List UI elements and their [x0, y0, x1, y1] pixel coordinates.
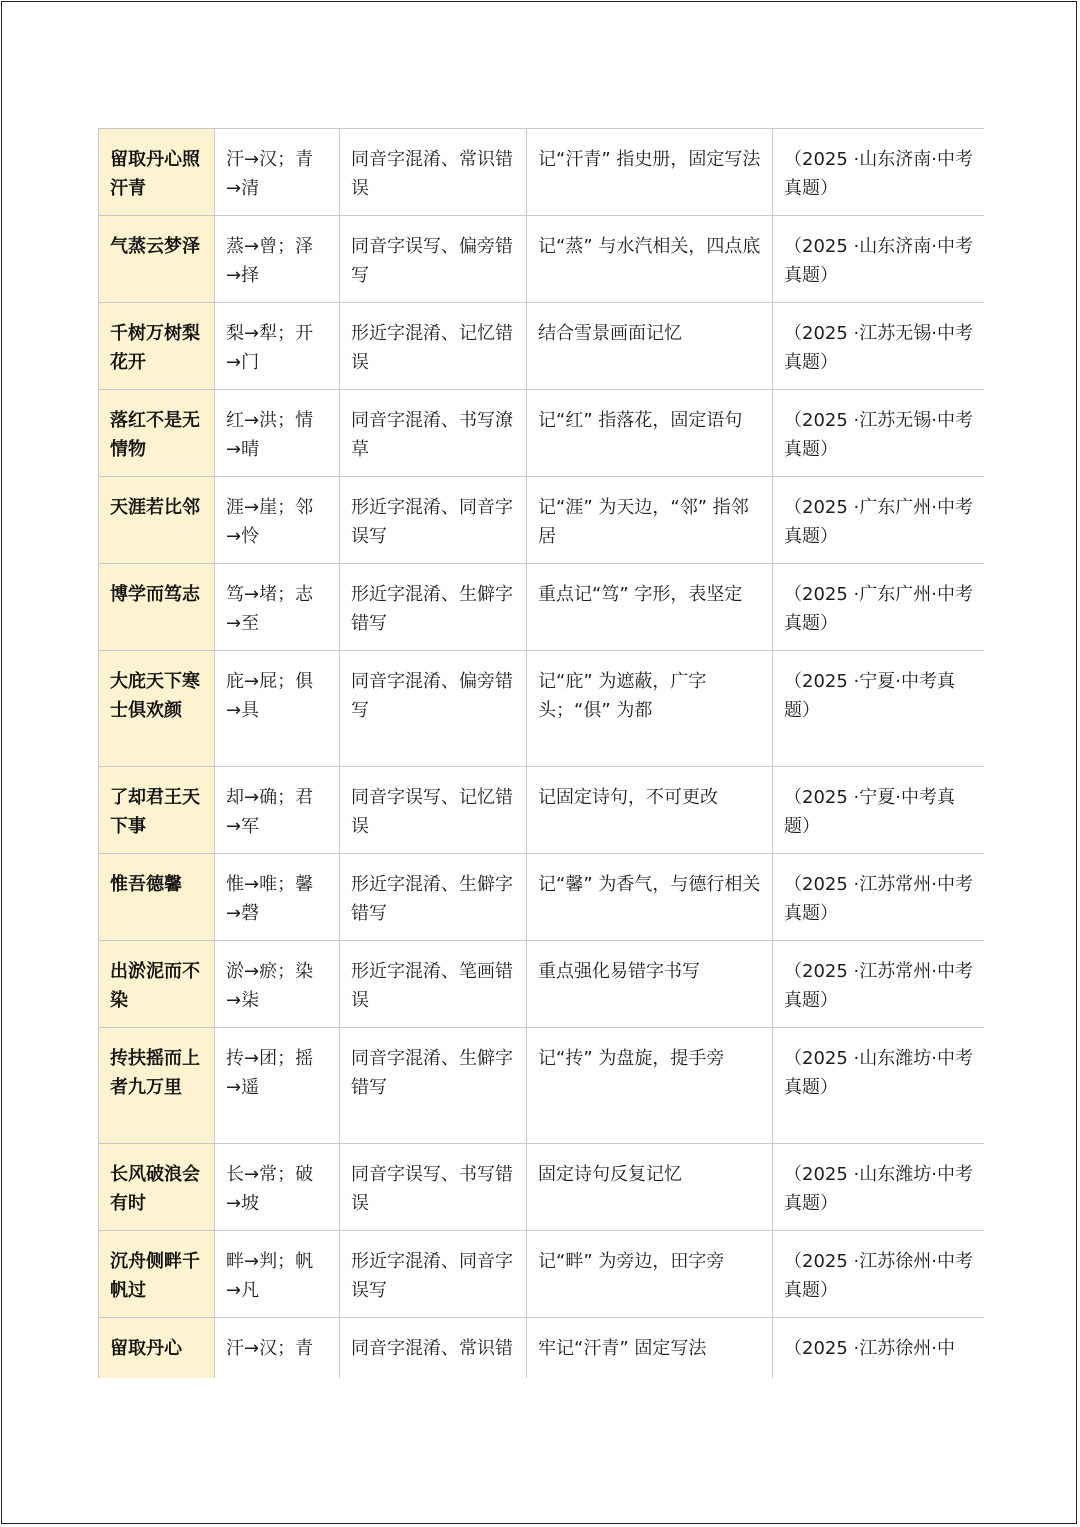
source-cell: （2025 ·山东潍坊·中考真题）	[773, 1028, 985, 1144]
memory-tip-cell: 记“馨” 为香气，与德行相关	[527, 854, 773, 941]
poem-cell: 千树万树梨花开	[99, 303, 215, 390]
memory-tip-cell: 记固定诗句，不可更改	[527, 767, 773, 854]
error-cell: 汗→汉；青→清	[215, 129, 340, 216]
table-row	[99, 1318, 985, 1379]
memory-tip-cell: 记“庇” 为遮蔽，广字头；“俱” 为都	[527, 651, 773, 767]
memory-tip-cell: 结合雪景画面记忆	[527, 303, 773, 390]
error-type-cell: 同音字误写、记忆错误	[340, 767, 527, 854]
table-container	[98, 128, 984, 1378]
table-row	[99, 941, 985, 1028]
poem-cell: 天涯若比邻	[99, 477, 215, 564]
error-type-cell: 形近字混淆、生僻字错写	[340, 854, 527, 941]
error-type-cell: 形近字混淆、笔画错误	[340, 941, 527, 1028]
poem-cell: 留取丹心	[99, 1318, 215, 1379]
source-cell: （2025 ·宁夏·中考真题）	[773, 651, 985, 767]
memory-tip-cell: 固定诗句反复记忆	[527, 1144, 773, 1231]
memory-tip-cell: 重点记“笃” 字形，表坚定	[527, 564, 773, 651]
poem-cell: 惟吾德馨	[99, 854, 215, 941]
error-cell: 抟→团；摇→遥	[215, 1028, 340, 1144]
source-cell: （2025 ·山东潍坊·中考真题）	[773, 1144, 985, 1231]
poem-cell: 留取丹心照汗青	[99, 129, 215, 216]
source-cell: （2025 ·山东济南·中考真题）	[773, 129, 985, 216]
source-cell: （2025 ·广东广州·中考真题）	[773, 564, 985, 651]
poem-cell: 博学而笃志	[99, 564, 215, 651]
error-cell: 庇→屁；俱→具	[215, 651, 340, 767]
error-cell: 长→常；破→坡	[215, 1144, 340, 1231]
source-cell: （2025 ·宁夏·中考真题）	[773, 767, 985, 854]
error-cell: 淤→瘀；染→柒	[215, 941, 340, 1028]
memory-tip-cell: 记“抟” 为盘旋，提手旁	[527, 1028, 773, 1144]
error-cell: 梨→犁；开→门	[215, 303, 340, 390]
table-row	[99, 477, 985, 564]
error-cell: 却→确；君→军	[215, 767, 340, 854]
error-type-cell: 形近字混淆、同音字误写	[340, 477, 527, 564]
source-cell: （2025 ·江苏常州·中考真题）	[773, 854, 985, 941]
error-type-cell: 同音字混淆、书写潦草	[340, 390, 527, 477]
memory-tip-cell: 记“红” 指落花，固定语句	[527, 390, 773, 477]
error-type-cell: 同音字混淆、偏旁错写	[340, 651, 527, 767]
memory-tip-cell: 记“蒸” 与水汽相关，四点底	[527, 216, 773, 303]
error-cell: 汗→汉；青	[215, 1318, 340, 1379]
error-type-cell: 同音字误写、书写错误	[340, 1144, 527, 1231]
table-row	[99, 651, 985, 767]
poem-cell: 长风破浪会有时	[99, 1144, 215, 1231]
poem-cell: 沉舟侧畔千帆过	[99, 1231, 215, 1318]
error-type-cell: 同音字混淆、常识错误	[340, 129, 527, 216]
table-row	[99, 854, 985, 941]
poem-cell: 落红不是无情物	[99, 390, 215, 477]
table-row	[99, 767, 985, 854]
poem-cell: 大庇天下寒士俱欢颜	[99, 651, 215, 767]
source-cell: （2025 ·山东济南·中考真题）	[773, 216, 985, 303]
error-cell: 涯→崖；邻→怜	[215, 477, 340, 564]
poem-cell: 气蒸云梦泽	[99, 216, 215, 303]
poem-cell: 出淤泥而不染	[99, 941, 215, 1028]
table-row	[99, 390, 985, 477]
poetry-error-table	[98, 128, 984, 1378]
table-row	[99, 1028, 985, 1144]
table-row	[99, 1231, 985, 1318]
source-cell: （2025 ·江苏无锡·中考真题）	[773, 303, 985, 390]
source-cell: （2025 ·江苏徐州·中	[773, 1318, 985, 1379]
source-cell: （2025 ·江苏徐州·中考真题）	[773, 1231, 985, 1318]
table-row	[99, 216, 985, 303]
error-type-cell: 同音字混淆、常识错	[340, 1318, 527, 1379]
error-type-cell: 形近字混淆、记忆错误	[340, 303, 527, 390]
error-type-cell: 同音字混淆、生僻字错写	[340, 1028, 527, 1144]
error-type-cell: 形近字混淆、生僻字错写	[340, 564, 527, 651]
memory-tip-cell: 记“畔” 为旁边，田字旁	[527, 1231, 773, 1318]
table-row	[99, 1144, 985, 1231]
error-cell: 畔→判；帆→凡	[215, 1231, 340, 1318]
poem-cell: 抟扶摇而上者九万里	[99, 1028, 215, 1144]
poem-cell: 了却君王天下事	[99, 767, 215, 854]
error-cell: 蒸→曾；泽→择	[215, 216, 340, 303]
source-cell: （2025 ·江苏无锡·中考真题）	[773, 390, 985, 477]
source-cell: （2025 ·江苏常州·中考真题）	[773, 941, 985, 1028]
table-row	[99, 564, 985, 651]
memory-tip-cell: 牢记“汗青” 固定写法	[527, 1318, 773, 1379]
error-type-cell: 同音字误写、偏旁错写	[340, 216, 527, 303]
memory-tip-cell: 记“涯” 为天边，“邻” 指邻居	[527, 477, 773, 564]
error-type-cell: 形近字混淆、同音字误写	[340, 1231, 527, 1318]
memory-tip-cell: 重点强化易错字书写	[527, 941, 773, 1028]
source-cell: （2025 ·广东广州·中考真题）	[773, 477, 985, 564]
table-row	[99, 129, 985, 216]
error-cell: 笃→堵；志→至	[215, 564, 340, 651]
table-row	[99, 303, 985, 390]
memory-tip-cell: 记“汗青” 指史册，固定写法	[527, 129, 773, 216]
error-cell: 红→洪；情→晴	[215, 390, 340, 477]
error-cell: 惟→唯；馨→磬	[215, 854, 340, 941]
